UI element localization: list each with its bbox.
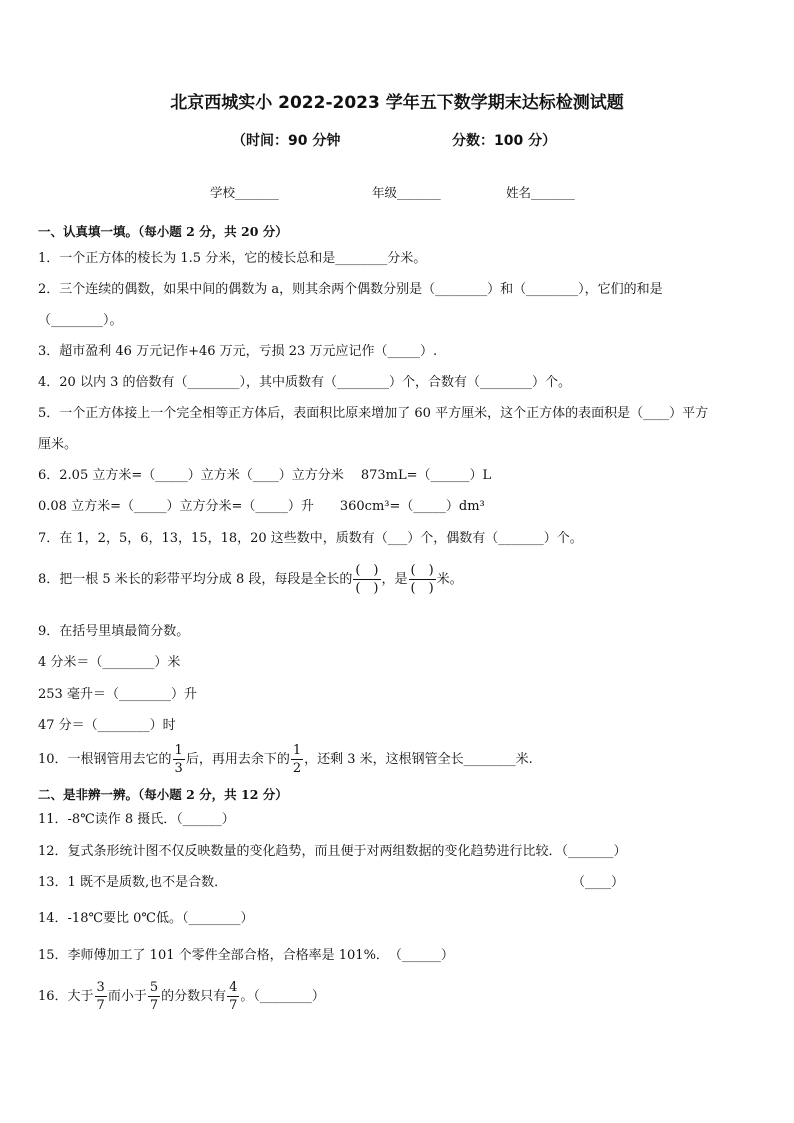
question-5-line-1: 5．一个正方体接上一个完全相等正方体后，表面积比原来增加了 60 平方厘米，这个正方体的表面积是（____）平方 [38, 406, 709, 421]
grade-field: 年级_______ [372, 185, 441, 200]
question-6-line-1: 6．2.05 立方米=（_____）立方米（____）立方分米 873mL=（______）L [38, 468, 492, 483]
question-16-middle-2: 的分数只有 [161, 989, 227, 1004]
school-field: 学校_______ [210, 185, 279, 200]
question-16-prefix: 16．大于 [38, 989, 94, 1004]
question-9-stem: 9．在括号里填最简分数。 [38, 624, 190, 639]
fraction-numerator: 1 [292, 743, 302, 758]
fraction-numerator-blank: ( ) [410, 563, 434, 578]
question-4: 4．20 以内 3 的倍数有（________），其中质数有（________）个，合数有（________）个。 [38, 375, 571, 390]
question-10 [38, 744, 533, 775]
question-14: 14．-18℃要比 0℃低。（________） [38, 911, 254, 926]
question-10-middle: 后，再用去余下的 [185, 752, 290, 767]
question-9-a: 4 分米＝（________）米 [38, 655, 181, 670]
question-13: 13．1 既不是质数,也不是合数． [38, 875, 228, 890]
question-8-prefix: 8．把一根 5 米长的彩带平均分成 8 段，每段是全长的 [38, 572, 353, 587]
fraction-one-third [173, 744, 185, 775]
question-1: 1．一个正方体的棱长为 1.5 分米，它的棱长总和是________分米。 [38, 251, 427, 266]
fraction-three-sevenths [95, 981, 107, 1012]
question-2-line-1: 2．三个连续的偶数，如果中间的偶数为 a，则其余两个偶数分别是（________）和（________），它们的和是 [38, 282, 663, 297]
fraction-five-sevenths [148, 981, 160, 1012]
fraction-numerator: 1 [174, 743, 183, 758]
question-6-line-2: 0.08 立方米=（_____）立方分米=（_____）升 360cm³=（_____）dm³ [38, 499, 485, 514]
section-heading-true-false: 二、是非辨一辨。（每小题 2 分，共 12 分） [38, 787, 288, 802]
question-7: 7．在 1，2，5，6，13，15，18，20 这些数中，质数有（___）个，偶数有（_______）个。 [38, 531, 583, 546]
fraction-denominator-blank: ( ) [410, 581, 434, 596]
question-8 [38, 564, 463, 595]
fraction-denominator: 7 [149, 998, 159, 1013]
question-12: 12．复式条形统计图不仅反映数量的变化趋势，而且便于对两组数据的变化趋势进行比较．（_______） [38, 844, 627, 859]
exam-score: 分数：100 分） [452, 133, 557, 149]
fraction-denominator: 3 [174, 761, 183, 776]
question-9-b: 253 毫升＝（________）升 [38, 687, 197, 702]
question-9-c: 47 分＝（________）时 [38, 718, 176, 733]
question-3: 3．超市盈利 46 万元记作+46 万元，亏损 23 万元应记作（_____）. [38, 344, 438, 359]
question-16-suffix: 。（________） [240, 989, 325, 1004]
fraction-one-half [291, 744, 303, 775]
fraction-numerator: 3 [96, 980, 105, 995]
fraction-denominator: 7 [229, 998, 238, 1013]
question-5-line-2: 厘米。 [38, 437, 78, 452]
question-16 [38, 981, 325, 1012]
fraction-denominator: 2 [292, 761, 302, 776]
question-15: 15．李师傅加工了 101 个零件全部合格，合格率是 101%． （______） [38, 948, 454, 963]
fraction-blank-2 [409, 564, 436, 595]
fraction-denominator: 7 [96, 998, 105, 1013]
fraction-numerator: 4 [229, 980, 238, 995]
question-13-blank: （____） [572, 875, 625, 890]
question-16-middle-1: 而小于 [107, 989, 147, 1004]
fraction-blank-1 [353, 564, 380, 595]
question-8-middle: ，是 [381, 572, 408, 587]
page-title: 北京西城实小 2022-2023 学年五下数学期末达标检测试题 [170, 93, 624, 113]
fraction-denominator-blank: ( ) [355, 581, 379, 596]
question-10-suffix: ，还剩 3 米，这根钢管全长________米. [304, 752, 533, 767]
fraction-numerator: 5 [149, 980, 159, 995]
question-10-prefix: 10．一根钢管用去它的 [38, 752, 172, 767]
section-heading-fill-in: 一、认真填一填。（每小题 2 分，共 20 分） [38, 224, 288, 239]
question-11: 11．-8℃读作 8 摄氏．（______） [38, 812, 235, 827]
question-8-suffix: 米。 [436, 572, 463, 587]
question-2-line-2: （________）。 [38, 313, 123, 328]
name-field: 姓名_______ [506, 185, 575, 200]
exam-time: （时间：90 分钟 [232, 133, 341, 149]
fraction-numerator-blank: ( ) [355, 563, 379, 578]
fraction-four-sevenths [227, 981, 239, 1012]
